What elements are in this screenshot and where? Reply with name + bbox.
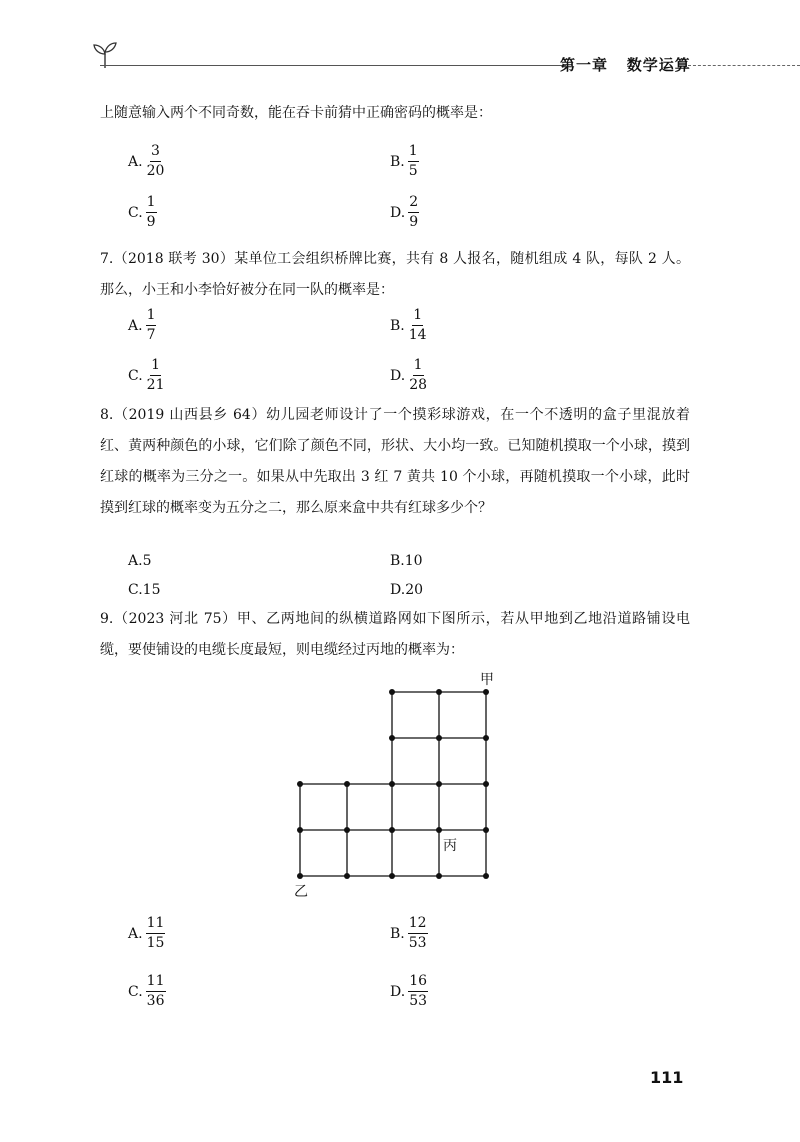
numerator: 3 [150, 144, 161, 162]
option-letter: D. [390, 367, 406, 384]
denominator: 53 [409, 993, 428, 1009]
option-letter: B. [390, 317, 405, 334]
denominator: 53 [408, 935, 427, 951]
q8-text: 8.（2019 山西县乡 64）幼儿园老师设计了一个摸彩球游戏，在一个不透明的盒子里混放着红、黄两种颜色的小球，它们除了颜色不同，形状、大小均一致。已知随机摸取一个小球，摸到红球的概率为三分之一。如果从中先取出 3 红 7 黄共 10 个小球，再随机摸取一个小球，此时摸到红球的概率变为五分之二，那么原来盒中共有红球多少个？ [100, 407, 690, 516]
numerator: 16 [408, 974, 428, 992]
option-letter: A. [128, 153, 143, 170]
numerator: 11 [146, 916, 166, 934]
q9-option-c[interactable] [128, 974, 166, 1009]
label-bing: 丙 [443, 838, 457, 854]
option-letter: C. [128, 204, 143, 221]
option-letter: B. [390, 925, 405, 942]
fraction [146, 974, 166, 1009]
option-letter: C. [128, 983, 143, 1000]
label-yi: 乙 [294, 884, 308, 900]
option-letter: C. [128, 582, 143, 598]
numerator: 1 [146, 308, 157, 326]
option-letter: B. [390, 153, 405, 170]
numerator: 1 [146, 195, 157, 213]
page-number: 111 [650, 1068, 684, 1087]
option-letter: A. [128, 925, 143, 942]
option-letter: D. [390, 983, 406, 1000]
denominator: 21 [146, 377, 165, 393]
option-letter: B. [390, 553, 405, 569]
option-letter: A. [128, 553, 143, 569]
numerator: 1 [413, 358, 424, 376]
q9-text: 9.（2023 河北 75）甲、乙两地间的纵横道路网如下图所示，若从甲地到乙地沿道路铺设电缆，要使铺设的电缆长度最短，则电缆经过丙地的概率为： [100, 611, 690, 658]
numerator: 1 [150, 358, 161, 376]
q9-option-d[interactable] [390, 974, 428, 1009]
fraction [408, 974, 428, 1009]
denominator: 5 [408, 163, 418, 179]
numerator: 2 [408, 195, 419, 213]
numerator: 1 [412, 308, 423, 326]
option-letter: D. [390, 582, 406, 598]
option-value: 15 [142, 582, 161, 598]
option-letter: A. [128, 317, 143, 334]
denominator: 14 [408, 327, 427, 343]
denominator: 15 [146, 935, 165, 951]
chapter-label: 第一章 [560, 56, 609, 74]
denominator: 20 [146, 163, 165, 179]
numerator: 11 [146, 974, 166, 992]
denominator: 36 [146, 993, 165, 1009]
q7-text: 7.（2018 联考 30）某单位工会组织桥牌比赛，共有 8 人报名，随机组成 4 队，每队 2 人。那么，小王和小李恰好被分在同一队的概率是： [100, 251, 690, 298]
option-letter: C. [128, 367, 143, 384]
option-value: 5 [142, 553, 152, 569]
option-value: 20 [405, 582, 424, 598]
numerator: 1 [408, 144, 419, 162]
denominator: 7 [146, 327, 156, 343]
fraction [146, 916, 166, 951]
numerator: 12 [408, 916, 428, 934]
label-jia: 甲 [480, 672, 494, 688]
chapter-topic: 数学运算 [626, 56, 691, 74]
denominator: 9 [409, 214, 419, 230]
q9-option-b[interactable] [390, 916, 428, 951]
q9-option-a[interactable] [128, 916, 165, 951]
option-letter: D. [390, 204, 406, 221]
fraction [408, 916, 428, 951]
denominator: 9 [146, 214, 156, 230]
q6-continuation: 上随意输入两个不同奇数，能在吞卡前猜中正确密码的概率是： [100, 105, 492, 121]
denominator: 28 [409, 377, 428, 393]
option-value: 10 [404, 553, 423, 569]
